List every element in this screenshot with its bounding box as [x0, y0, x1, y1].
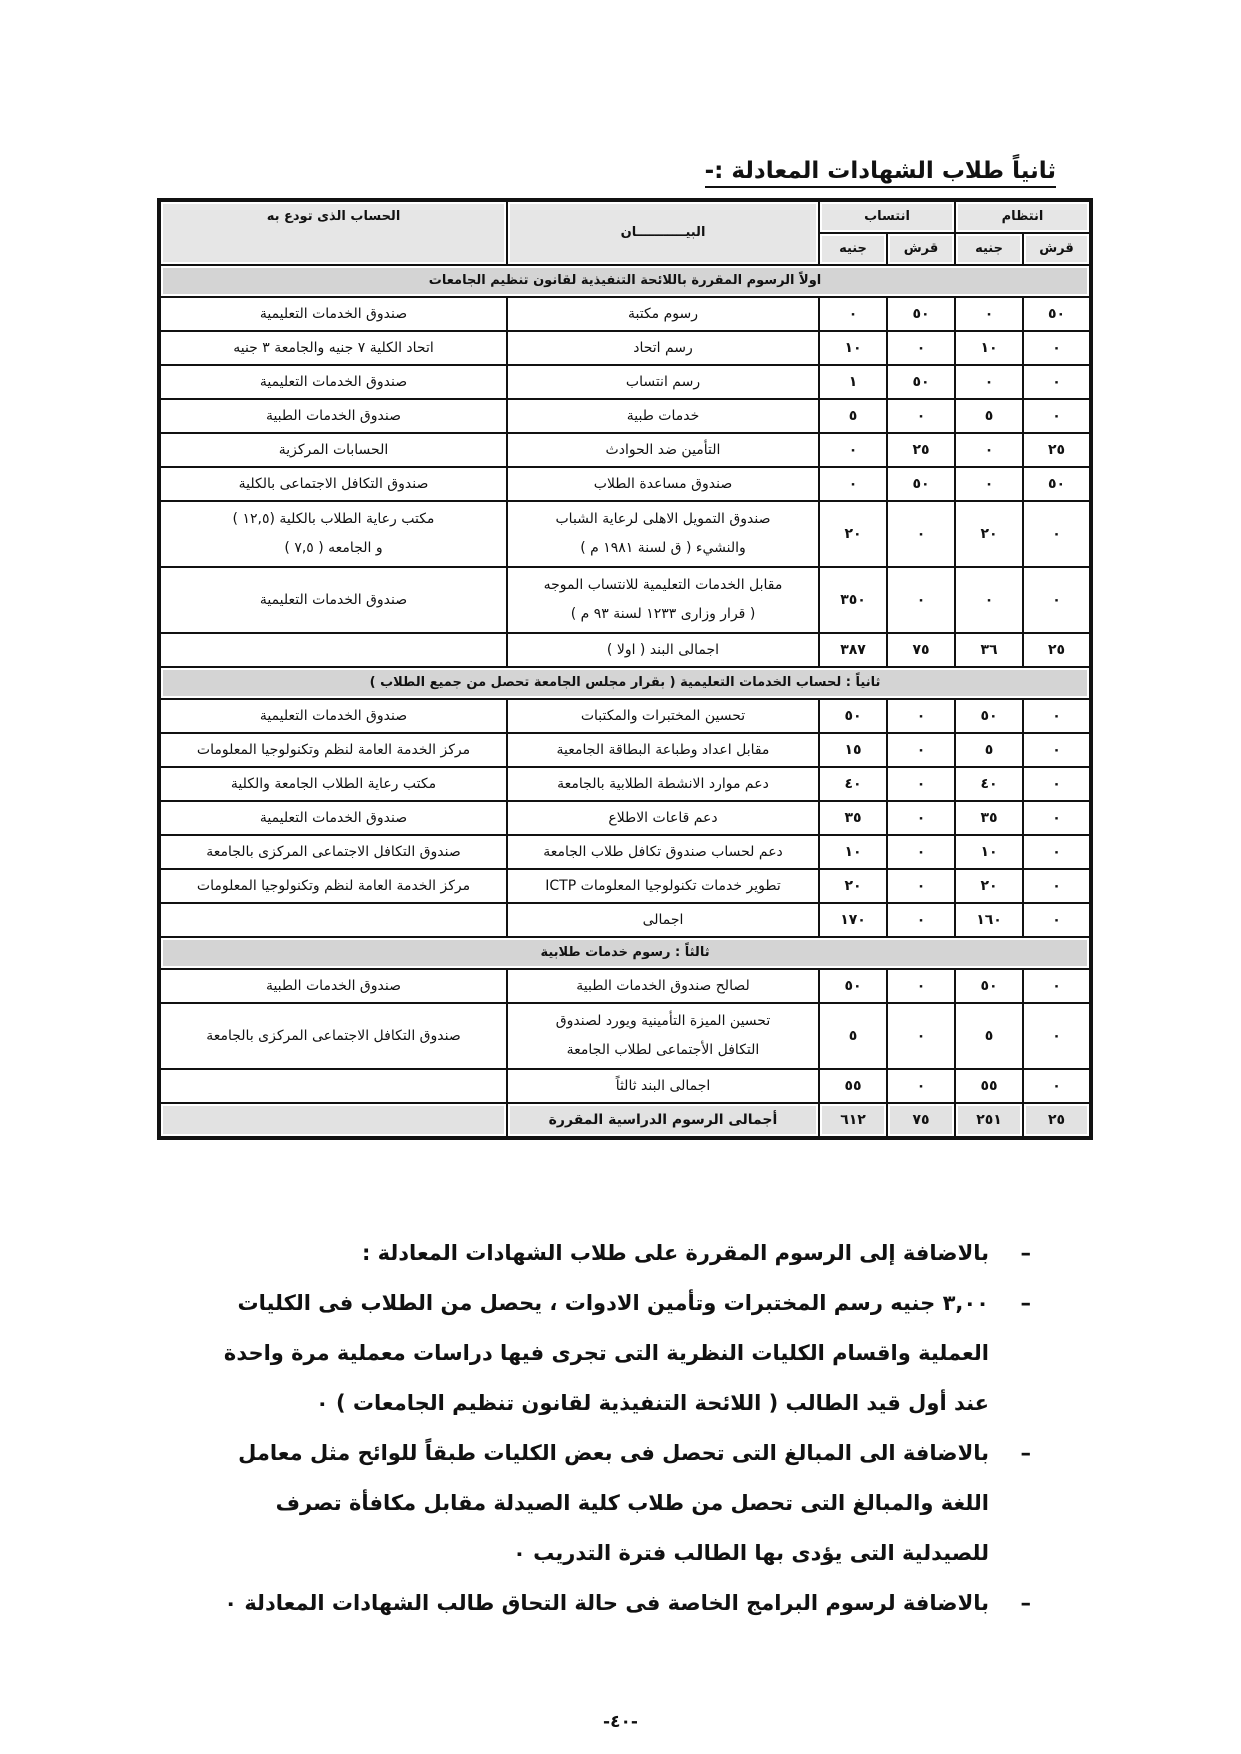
regular-qirsh-cell: ٠ [1023, 801, 1091, 835]
header-affiliation: انتساب [819, 200, 955, 233]
notes-list [191, 1228, 1031, 1628]
affiliation-pound-cell: ١٠ [819, 331, 887, 365]
account-cell: صندوق التكافل الاجتماعى المركزى بالجامعة [159, 835, 507, 869]
account-cell [159, 1103, 507, 1138]
affiliation-pound-cell: ١٧٠ [819, 903, 887, 937]
account-cell-line: مكتب رعاية الطلاب بالكلية (١٢,٥ ) [232, 511, 435, 527]
section-header-row [159, 937, 1091, 969]
affiliation-pound-cell: ٠ [819, 433, 887, 467]
table-row [159, 567, 1091, 633]
statement-cell: خدمات طبية [507, 399, 819, 433]
regular-pound-cell: ٥ [955, 399, 1023, 433]
regular-qirsh-cell: ٠ [1023, 903, 1091, 937]
regular-pound-cell: ٥ [955, 1003, 1023, 1069]
regular-qirsh-cell: ٠ [1023, 969, 1091, 1003]
section-header-row [159, 265, 1091, 297]
account-cell: صندوق الخدمات الطبية [159, 969, 507, 1003]
account-cell [159, 633, 507, 667]
affiliation-pound-cell: ١٥ [819, 733, 887, 767]
affiliation-pound-cell: ٥٠ [819, 699, 887, 733]
regular-pound-cell: ٥٥ [955, 1069, 1023, 1103]
section-title: ثانياً : لحساب الخدمات التعليمية ( بقرار مجلس الجامعة تحصل من جميع الطلاب ) [159, 667, 1091, 699]
table-row [159, 1003, 1091, 1069]
note-item [191, 1578, 1031, 1628]
affiliation-qirsh-cell: ٠ [887, 903, 955, 937]
account-cell: صندوق الخدمات التعليمية [159, 801, 507, 835]
heading-text: ثانياً طلاب الشهادات المعادلة :- [705, 158, 1056, 188]
note-dash: – [1020, 1241, 1031, 1265]
account-cell: صندوق الخدمات التعليمية [159, 699, 507, 733]
fees-table [157, 198, 1093, 1140]
affiliation-qirsh-cell: ٧٥ [887, 633, 955, 667]
account-cell: مركز الخدمة العامة لنظم وتكنولوجيا المعلومات [159, 869, 507, 903]
table-row [159, 903, 1091, 937]
regular-pound-cell: ٢٠ [955, 869, 1023, 903]
section-title: اولاً الرسوم المقررة باللائحة التنفيذية لقانون تنظيم الجامعات [159, 265, 1091, 297]
affiliation-qirsh-cell: ٠ [887, 969, 955, 1003]
statement-cell: التأمين ضد الحوادث [507, 433, 819, 467]
table-row [159, 801, 1091, 835]
regular-pound-cell: ٠ [955, 433, 1023, 467]
account-cell: صندوق الخدمات التعليمية [159, 567, 507, 633]
affiliation-pound-cell: ٣٥٠ [819, 567, 887, 633]
statement-cell-line: صندوق التمويل الاهلى لرعاية الشباب [555, 511, 771, 527]
affiliation-pound-cell: ٤٠ [819, 767, 887, 801]
affiliation-pound-cell: ٥ [819, 1003, 887, 1069]
statement-cell: صندوق مساعدة الطلاب [507, 467, 819, 501]
regular-pound-cell: ٥٠ [955, 699, 1023, 733]
statement-cell: اجمالى البند ( اولا ) [507, 633, 819, 667]
account-cell: صندوق التكافل الاجتماعى المركزى بالجامعة [159, 1003, 507, 1069]
affiliation-qirsh-cell: ٠ [887, 767, 955, 801]
table-row [159, 365, 1091, 399]
table-row [159, 467, 1091, 501]
table-row [159, 501, 1091, 567]
table-row [159, 733, 1091, 767]
table-row [159, 331, 1091, 365]
regular-qirsh-cell: ٠ [1023, 1069, 1091, 1103]
regular-qirsh-cell: ٠ [1023, 699, 1091, 733]
note-dash: – [1020, 1441, 1031, 1465]
account-cell: صندوق الخدمات التعليمية [159, 297, 507, 331]
account-cell: صندوق التكافل الاجتماعى بالكلية [159, 467, 507, 501]
note-item [191, 1278, 1031, 1428]
account-cell [159, 903, 507, 937]
affiliation-qirsh-cell: ٠ [887, 699, 955, 733]
table-row [159, 767, 1091, 801]
note-item [191, 1228, 1031, 1278]
statement-cell: اجمالى البند ثالثاً [507, 1069, 819, 1103]
note-text: بالاضافة إلى الرسوم المقررة على طلاب الشهادات المعادلة : [361, 1241, 989, 1265]
regular-pound-cell: ٥٠ [955, 969, 1023, 1003]
regular-qirsh-cell: ٢٥ [1023, 1103, 1091, 1138]
affiliation-qirsh-cell: ٠ [887, 1003, 955, 1069]
affiliation-pound-cell: ٥ [819, 399, 887, 433]
affiliation-qirsh-cell: ٧٥ [887, 1103, 955, 1138]
regular-pound-cell: ١٠ [955, 331, 1023, 365]
note-text: بالاضافة الى المبالغ التى تحصل فى بعض الكليات طبقاً للوائح مثل معامل اللغة والمبالغ التى تحصل من طلاب كلية الصيدلة مقابل مكافأة تصرف للصيدلية التى يؤدى بها الطالب فترة التدريب ٠ [238, 1441, 989, 1565]
affiliation-qirsh-cell: ٥٠ [887, 467, 955, 501]
table-row [159, 633, 1091, 667]
statement-cell-line: مقابل الخدمات التعليمية للانتساب الموجه [543, 577, 783, 593]
affiliation-pound-cell: ١ [819, 365, 887, 399]
affiliation-qirsh-cell: ٠ [887, 835, 955, 869]
regular-pound-cell: ١٠ [955, 835, 1023, 869]
header-affiliation-pound: جنيه [819, 233, 887, 265]
page-heading [705, 158, 1056, 184]
statement-cell: تحسين المختبرات والمكتبات [507, 699, 819, 733]
regular-pound-cell: ٤٠ [955, 767, 1023, 801]
section-header-row [159, 667, 1091, 699]
statement-cell: دعم موارد الانشطة الطلابية بالجامعة [507, 767, 819, 801]
regular-qirsh-cell: ٠ [1023, 767, 1091, 801]
account-cell-line: و الجامعه ( ٧,٥ ) [284, 540, 383, 556]
note-text: بالاضافة لرسوم البرامج الخاصة فى حالة التحاق طالب الشهادات المعادلة ٠ [224, 1591, 989, 1615]
regular-qirsh-cell: ٠ [1023, 733, 1091, 767]
affiliation-pound-cell: ٥٠ [819, 969, 887, 1003]
account-cell [159, 501, 507, 567]
fees-body [159, 265, 1091, 1138]
table-row [159, 433, 1091, 467]
statement-cell-line: التكافل الأجتماعى لطلاب الجامعة [566, 1042, 760, 1058]
header-regular-qirsh: قرش [1023, 233, 1091, 265]
affiliation-qirsh-cell: ٠ [887, 1069, 955, 1103]
regular-qirsh-cell: ٢٥ [1023, 433, 1091, 467]
statement-cell: رسوم مكتبة [507, 297, 819, 331]
regular-pound-cell: ٥ [955, 733, 1023, 767]
statement-cell [507, 1003, 819, 1069]
regular-pound-cell: ٢٠ [955, 501, 1023, 567]
statement-cell: دعم لحساب صندوق تكافل طلاب الجامعة [507, 835, 819, 869]
regular-qirsh-cell: ٠ [1023, 365, 1091, 399]
affiliation-pound-cell: ٠ [819, 297, 887, 331]
header-statement: البيـــــــــــان [507, 200, 819, 265]
affiliation-qirsh-cell: ٥٠ [887, 297, 955, 331]
regular-qirsh-cell: ٥٠ [1023, 297, 1091, 331]
statement-cell: رسم انتساب [507, 365, 819, 399]
statement-cell: أجمالى الرسوم الدراسية المقررة [507, 1103, 819, 1138]
account-cell [159, 1069, 507, 1103]
account-cell: مكتب رعاية الطلاب الجامعة والكلية [159, 767, 507, 801]
page-number: -٤٠- [603, 1712, 638, 1732]
account-cell: الحسابات المركزية [159, 433, 507, 467]
statement-cell: تطوير خدمات تكنولوجيا المعلومات ICTP [507, 869, 819, 903]
affiliation-qirsh-cell: ٠ [887, 869, 955, 903]
regular-pound-cell: ٠ [955, 365, 1023, 399]
note-dash: – [1020, 1291, 1031, 1315]
regular-qirsh-cell: ٥٠ [1023, 467, 1091, 501]
account-cell: اتحاد الكلية ٧ جنيه والجامعة ٣ جنيه [159, 331, 507, 365]
statement-cell-line: ( قرار وزارى ١٢٣٣ لسنة ٩٣ م ) [570, 606, 756, 622]
regular-qirsh-cell: ٠ [1023, 1003, 1091, 1069]
statement-cell [507, 501, 819, 567]
affiliation-qirsh-cell: ٠ [887, 733, 955, 767]
statement-cell: دعم قاعات الاطلاع [507, 801, 819, 835]
statement-cell: اجمالى [507, 903, 819, 937]
note-text: ٣,٠٠ جنيه رسم المختبرات وتأمين الادوات ، يحصل من الطلاب فى الكليات العملية واقسام الكليات النظرية التى تجرى فيها دراسات معملية مرة واحدة عند أول قيد الطالب ( اللائحة التنفيذية لقانون تنظيم الجامعات ) ٠ [223, 1291, 989, 1415]
header-affiliation-qirsh: قرش [887, 233, 955, 265]
regular-qirsh-cell: ٠ [1023, 501, 1091, 567]
statement-cell: مقابل اعداد وطباعة البطاقة الجامعية [507, 733, 819, 767]
section-title: ثالثاً : رسوم خدمات طلابية [159, 937, 1091, 969]
affiliation-qirsh-cell: ٠ [887, 501, 955, 567]
table-row [159, 399, 1091, 433]
regular-pound-cell: ٣٥ [955, 801, 1023, 835]
affiliation-pound-cell: ٥٥ [819, 1069, 887, 1103]
header-regular: انتظام [955, 200, 1091, 233]
regular-qirsh-cell: ٠ [1023, 869, 1091, 903]
affiliation-pound-cell: ٣٨٧ [819, 633, 887, 667]
account-cell: صندوق الخدمات الطبية [159, 399, 507, 433]
table-row [159, 1069, 1091, 1103]
affiliation-qirsh-cell: ٠ [887, 399, 955, 433]
affiliation-pound-cell: ٣٥ [819, 801, 887, 835]
header-account: الحساب الذى تودع به [159, 200, 507, 265]
table-row [159, 869, 1091, 903]
regular-qirsh-cell: ٠ [1023, 567, 1091, 633]
affiliation-pound-cell: ١٠ [819, 835, 887, 869]
affiliation-pound-cell: ٢٠ [819, 501, 887, 567]
regular-pound-cell: ٣٦ [955, 633, 1023, 667]
statement-cell: رسم اتحاد [507, 331, 819, 365]
note-item [191, 1428, 1031, 1578]
regular-qirsh-cell: ٠ [1023, 331, 1091, 365]
regular-pound-cell: ٢٥١ [955, 1103, 1023, 1138]
table-row [159, 835, 1091, 869]
regular-pound-cell: ٠ [955, 297, 1023, 331]
account-cell: صندوق الخدمات التعليمية [159, 365, 507, 399]
statement-cell-line: تحسين الميزة التأمينية ويورد لصندوق [555, 1013, 771, 1029]
affiliation-pound-cell: ٢٠ [819, 869, 887, 903]
affiliation-qirsh-cell: ٥٠ [887, 365, 955, 399]
regular-qirsh-cell: ٠ [1023, 399, 1091, 433]
affiliation-qirsh-cell: ٢٥ [887, 433, 955, 467]
affiliation-qirsh-cell: ٠ [887, 801, 955, 835]
regular-qirsh-cell: ٠ [1023, 835, 1091, 869]
regular-pound-cell: ١٦٠ [955, 903, 1023, 937]
regular-pound-cell: ٠ [955, 567, 1023, 633]
affiliation-pound-cell: ٦١٢ [819, 1103, 887, 1138]
affiliation-qirsh-cell: ٠ [887, 567, 955, 633]
table-row [159, 699, 1091, 733]
header-regular-pound: جنيه [955, 233, 1023, 265]
table-row [159, 969, 1091, 1003]
note-dash: – [1020, 1591, 1031, 1615]
statement-cell [507, 567, 819, 633]
affiliation-qirsh-cell: ٠ [887, 331, 955, 365]
affiliation-pound-cell: ٠ [819, 467, 887, 501]
statement-cell: لصالح صندوق الخدمات الطبية [507, 969, 819, 1003]
account-cell: مركز الخدمة العامة لنظم وتكنولوجيا المعلومات [159, 733, 507, 767]
table-row [159, 297, 1091, 331]
table-row [159, 1103, 1091, 1138]
regular-pound-cell: ٠ [955, 467, 1023, 501]
regular-qirsh-cell: ٢٥ [1023, 633, 1091, 667]
statement-cell-line: والنشيء ( ق لسنة ١٩٨١ م ) [580, 540, 746, 556]
